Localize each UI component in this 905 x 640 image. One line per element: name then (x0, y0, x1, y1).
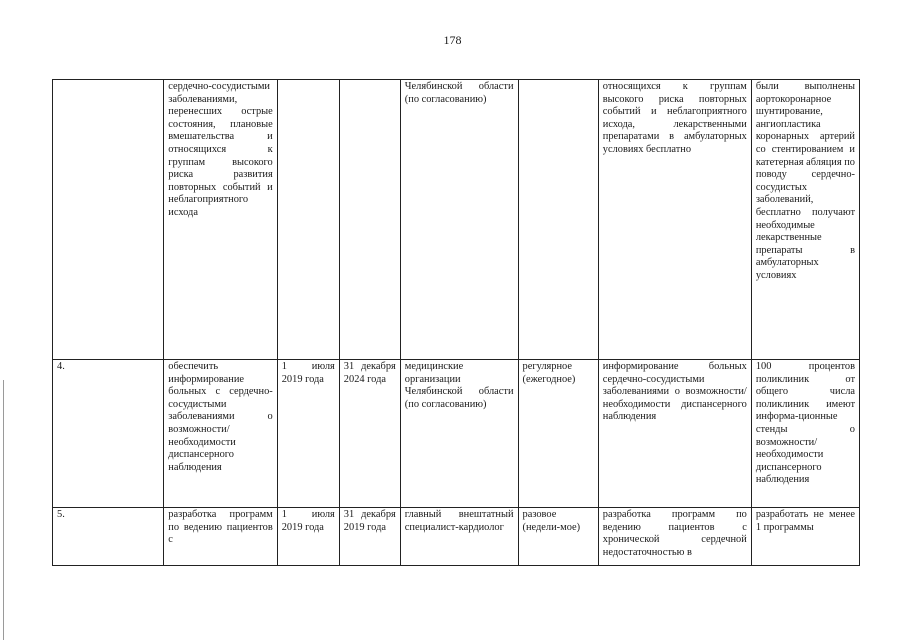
table-row (53, 508, 860, 566)
event-cell: разработка программ по ведению пациентов с (164, 508, 277, 566)
page-left-edge-line (3, 380, 4, 640)
indicator-cell: были выполнены аортокоронарное шунтирование, ангиопластика коронарных артерий со стентированием и катетерная абляция по поводу сердечно-сосудистых заболеваний, бесплатно получают необходимые лекарственные препараты в амбулаторных условиях (751, 80, 859, 360)
frequency-cell: регулярное (ежегодное) (518, 360, 598, 508)
end-date-cell: 31 декабря 2019 года (339, 508, 400, 566)
measures-table (52, 79, 860, 566)
row-number-cell: 5. (53, 508, 164, 566)
row-number-cell: 4. (53, 360, 164, 508)
executor-cell: медицинские организации Челябинской области (по согласованию) (400, 360, 518, 508)
table-row (53, 360, 860, 508)
result-cell: информирование больных сердечно-сосудистыми заболеваниями о возможности/ необходимости диспансерного наблюдения (598, 360, 751, 508)
start-date-cell (277, 80, 339, 360)
indicator-cell: 100 процентов поликлиник от общего числа поликлиник имеют информа-ционные стенды о возможности/ необходимости диспансерного наблюдения (751, 360, 859, 508)
start-date-cell: 1 июля 2019 года (277, 360, 339, 508)
result-cell: разработка программ по ведению пациентов с хронической сердечной недостаточностью в (598, 508, 751, 566)
executor-cell: Челябинской области (по согласованию) (400, 80, 518, 360)
page-number: 178 (443, 33, 462, 47)
event-cell: обеспечить информирование больных с сердечно-сосудистыми заболеваниями о возможности/ необходимости диспансерного наблюдения (164, 360, 277, 508)
end-date-cell (339, 80, 400, 360)
start-date-cell: 1 июля 2019 года (277, 508, 339, 566)
end-date-cell: 31 декабря 2024 года (339, 360, 400, 508)
row-number-cell (53, 80, 164, 360)
result-cell: относящихся к группам высокого риска повторных событий и неблагоприятного исхода, лекарственными препаратами в амбулаторных условиях бесплатно (598, 80, 751, 360)
event-cell: сердечно-сосудистыми заболеваниями, перенесших острые состояния, плановые вмешательства и относящихся к группам высокого риска развития повторных событий и неблагоприятного исхода (164, 80, 277, 360)
executor-cell: главный внештатный специалист-кардиолог (400, 508, 518, 566)
frequency-cell (518, 80, 598, 360)
table-row (53, 80, 860, 360)
indicator-cell: разработать не менее 1 программы (751, 508, 859, 566)
frequency-cell: разовое (недели-мое) (518, 508, 598, 566)
